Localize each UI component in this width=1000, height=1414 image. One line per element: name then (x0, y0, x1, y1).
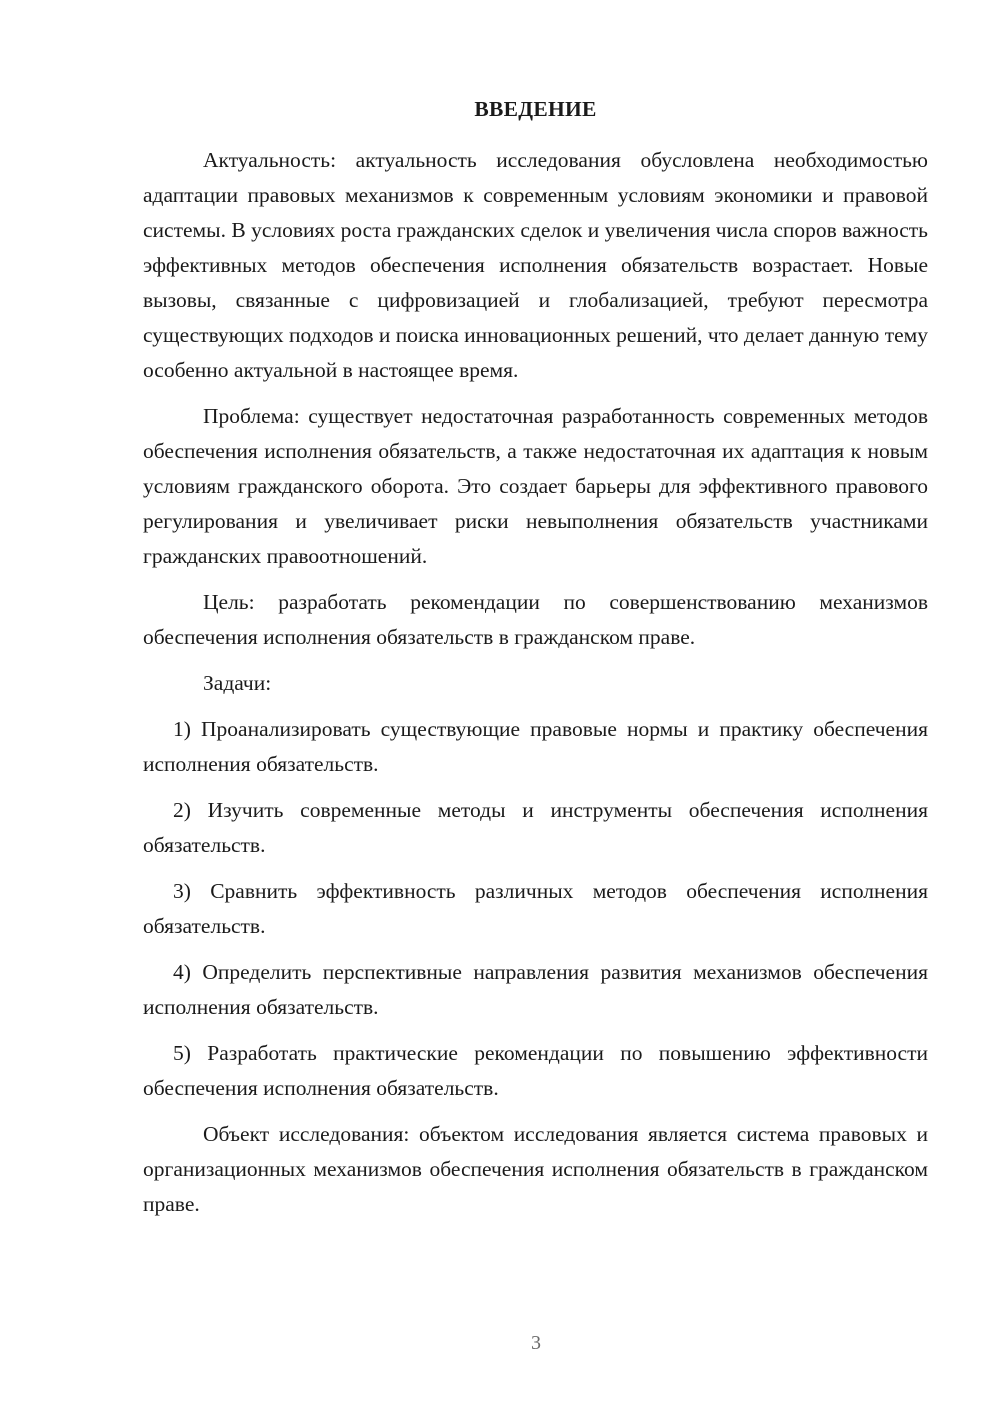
section-heading: ВВЕДЕНИЕ (474, 97, 597, 121)
document-page (143, 92, 928, 1233)
page-number: 3 (531, 1332, 541, 1354)
task-item-4: 4) Определить перспективные направления развития механизмов обеспечения исполнения обязательств. (143, 960, 928, 1019)
relevance-paragraph: Актуальность: актуальность исследования обусловлена необходимостью адаптации правовых механизмов к современным условиям экономики и правовой системы. В условиях роста гражданских сделок и увеличения числа споров важность эффективных методов обеспечения исполнения обязательств возрастает. Новые вызовы, связанные с цифровизацией и глобализацией, требуют пересмотра существующих подходов и поиска инновационных решений, что делает данную тему особенно актуальной в настоящее время. (143, 148, 928, 382)
task-item-5: 5) Разработать практические рекомендации по повышению эффективности обеспечения исполнения обязательств. (143, 1041, 928, 1100)
task-item-2: 2) Изучить современные методы и инструменты обеспечения исполнения обязательств. (143, 798, 928, 857)
problem-paragraph: Проблема: существует недостаточная разработанность современных методов обеспечения исполнения обязательств, а также недостаточная их адаптация к новым условиям гражданского оборота. Это создает барьеры для эффективного правового регулирования и увеличивает риски невыполнения обязательств участниками гражданских правоотношений. (143, 404, 928, 568)
object-paragraph: Объект исследования: объектом исследования является система правовых и организационных механизмов обеспечения исполнения обязательств в гражданском праве. (143, 1122, 928, 1216)
goal-paragraph: Цель: разработать рекомендации по совершенствованию механизмов обеспечения исполнения обязательств в гражданском праве. (143, 590, 928, 649)
task-item-1: 1) Проанализировать существующие правовые нормы и практику обеспечения исполнения обязательств. (143, 717, 928, 776)
task-item-3: 3) Сравнить эффективность различных методов обеспечения исполнения обязательств. (143, 879, 928, 938)
tasks-label: Задачи: (203, 671, 272, 695)
